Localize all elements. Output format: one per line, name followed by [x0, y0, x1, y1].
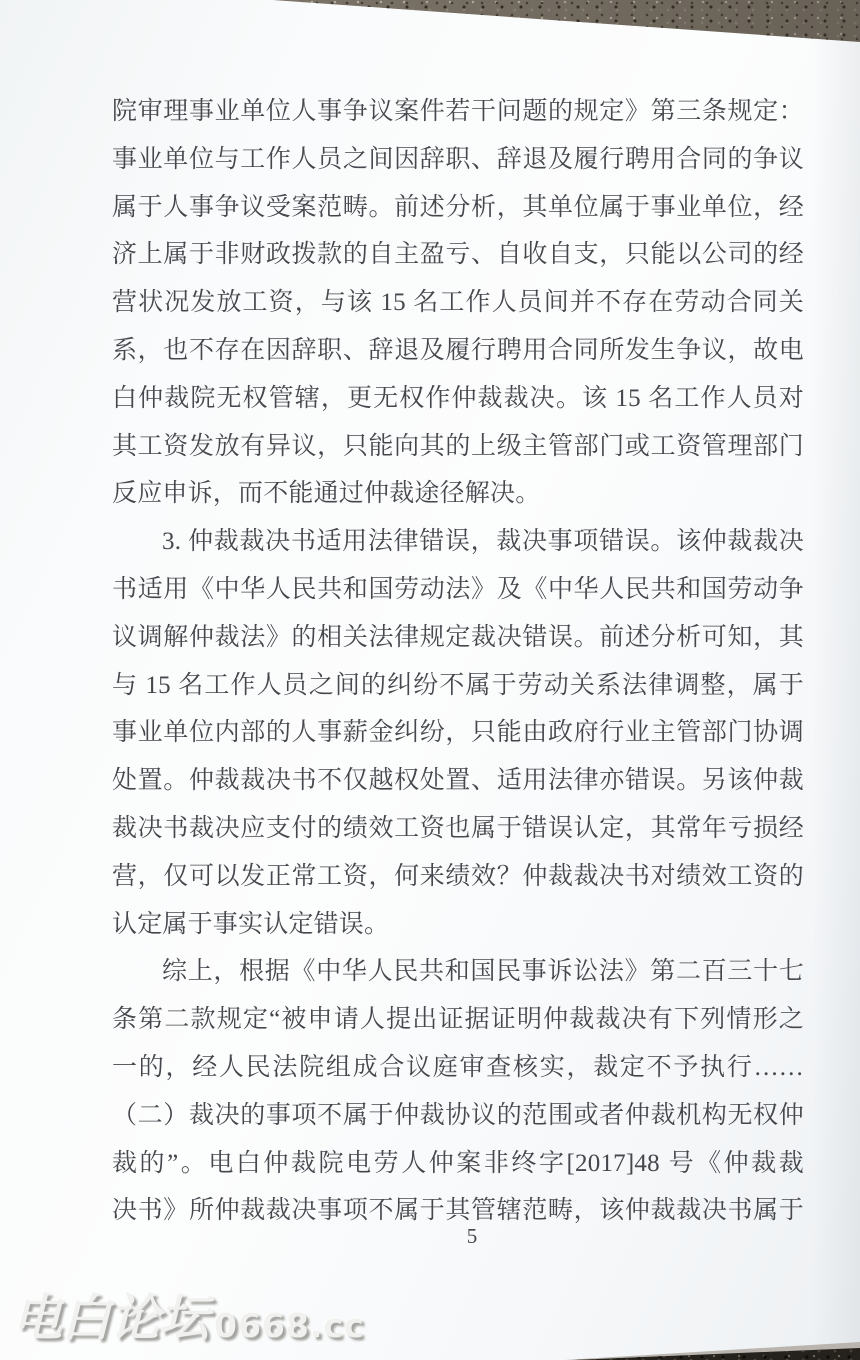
text-line: 综上，根据《中华人民共和国民事诉讼法》第二百三十七: [162, 958, 804, 986]
text-line: 白仲裁院无权管辖，更无权作仲裁裁决。该 15 名工作人员对: [112, 384, 804, 412]
text-line: （二）裁决的事项不属于仲裁协议的范围或者仲裁机构无权仲: [112, 1101, 804, 1129]
text-line: 事业单位内部的人事薪金纠纷，只能由政府行业主管部门协调: [112, 719, 804, 747]
text-line: 与 15 名工作人员之间的纠纷不属于劳动关系法律调整，属于: [112, 671, 804, 699]
text-line: 济上属于非财政拨款的自主盈亏、自收自支，只能以公司的经: [112, 241, 804, 269]
text-line: 处置。仲裁裁决书不仅越权处置、适用法律亦错误。另该仲裁: [112, 767, 804, 795]
text-line: 决书》所仲裁裁决事项不属于其管辖范畴，该仲裁裁决书属于: [112, 1197, 804, 1225]
text-line: 反应申诉，而不能通过仲裁途径解决。: [112, 480, 541, 508]
document-text-block: [112, 88, 804, 1235]
text-line: 裁的”。电白仲裁院电劳人仲案非终字[2017]48 号《仲裁裁: [112, 1149, 804, 1177]
text-line: 认定属于事实认定错误。: [112, 910, 390, 938]
text-line: 营状况发放工资，与该 15 名工作人员间并不存在劳动合同关: [112, 289, 804, 317]
text-line: 营，仅可以发正常工资，何来绩效？仲裁裁决书对绩效工资的: [112, 862, 804, 890]
watermark-site-name: 电白论坛: [12, 1289, 208, 1347]
watermark-site-url: 0668.cc: [214, 1306, 365, 1345]
text-line: 系，也不存在因辞职、辞退及履行聘用合同所发生争议，故电: [112, 336, 804, 364]
text-line: 条第二款规定“被申请人提出证据证明仲裁裁决有下列情形之: [112, 1006, 804, 1034]
text-line: 3. 仲裁裁决书适用法律错误，裁决事项错误。该仲裁裁决: [162, 528, 804, 556]
text-line: 书适用《中华人民共和国劳动法》及《中华人民共和国劳动争: [112, 575, 804, 603]
text-line: 事业单位与工作人员之间因辞职、辞退及履行聘用合同的争议: [112, 145, 804, 173]
text-line: 议调解仲裁法》的相关法律规定裁决错误。前述分析可知，其: [112, 623, 804, 651]
text-line: 属于人事争议受案范畴。前述分析，其单位属于事业单位，经: [112, 193, 804, 221]
watermark: [12, 1288, 365, 1348]
text-line: 裁决书裁决应支付的绩效工资也属于错误认定，其常年亏损经: [112, 814, 804, 842]
text-line: 其工资发放有异议，只能向其的上级主管部门或工资管理部门: [112, 432, 804, 460]
text-line: 一的，经人民法院组成合议庭审查核实，裁定不予执行……: [112, 1053, 804, 1081]
text-line: 院审理事业单位人事争议案件若干问题的规定》第三条规定：: [112, 98, 804, 125]
page-number: 5: [466, 1224, 478, 1248]
